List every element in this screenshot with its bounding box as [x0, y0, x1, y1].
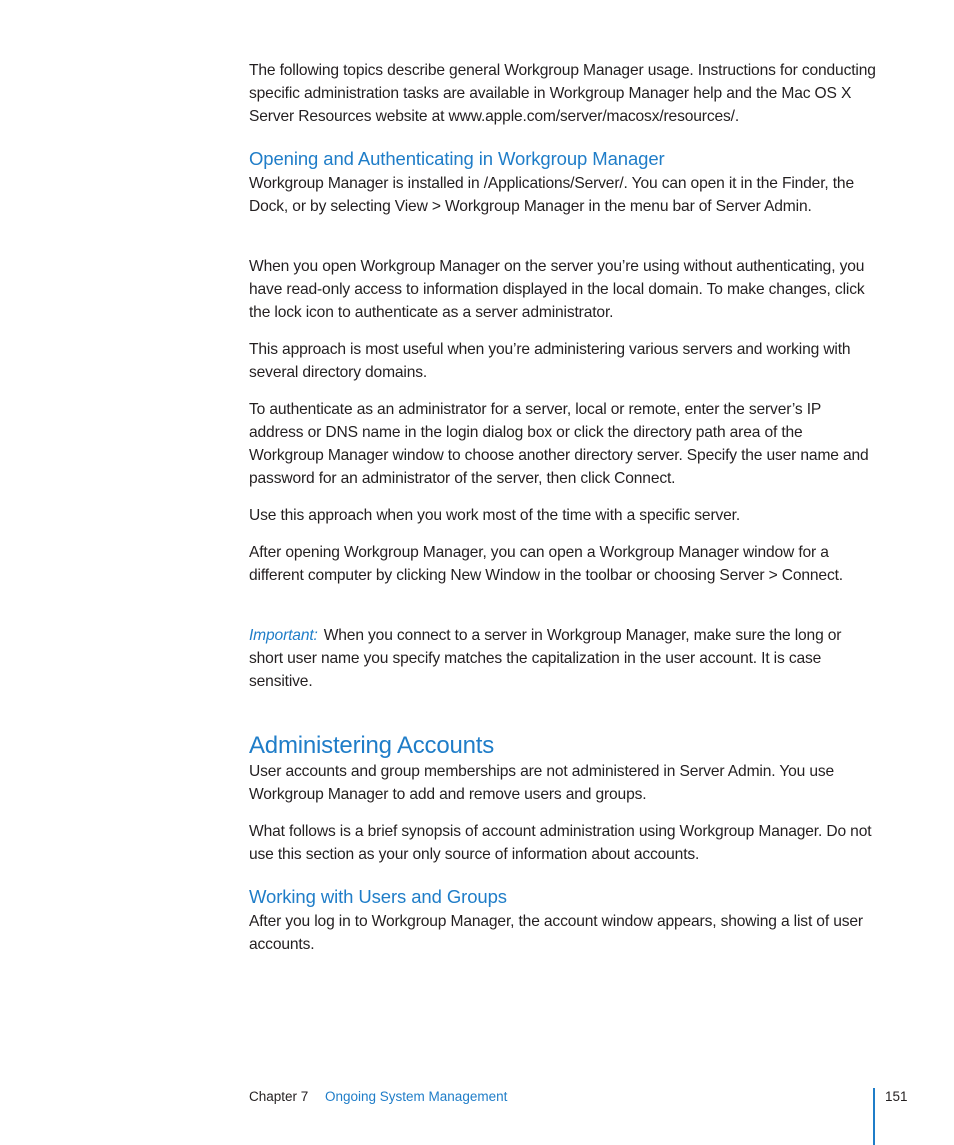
page-number: 151	[885, 1089, 908, 1104]
paragraph-account-window: After you log in to Workgroup Manager, the account window appears, showing a list of user accounts.	[249, 913, 863, 953]
footer-divider	[873, 1088, 875, 1145]
footer-chapter-title: Ongoing System Management	[325, 1089, 508, 1104]
section-heading-users-groups: Working with Users and Groups	[249, 886, 507, 907]
paragraph-approach: This approach is most useful when you’re administering various servers and working with several directory domains.	[249, 341, 851, 381]
important-label: Important:	[249, 627, 318, 644]
paragraph-specific-server: Use this approach when you work most of the time with a specific server.	[249, 507, 741, 524]
section-heading-administering: Administering Accounts	[249, 732, 495, 759]
important-note	[249, 624, 879, 693]
intro-paragraph: The following topics describe general Workgroup Manager usage. Instructions for conducting specific administration tasks are available in Workgroup Manager help and the Mac OS X Server Resources website at www.apple.com/server/macosx/resources/.	[249, 62, 876, 125]
paragraph-synopsis: What follows is a brief synopsis of account administration using Workgroup Manager. Do not use this section as your only source of information about accounts.	[249, 823, 872, 863]
important-text: When you connect to a server in Workgroup Manager, make sure the long or short user name you specify matches the capitalization in the user account. It is case sensitive.	[249, 627, 842, 690]
paragraph-installed: Workgroup Manager is installed in /Applications/Server/. You can open it in the Finder, the Dock, or by selecting View > Workgroup Manager in the menu bar of Server Admin.	[249, 175, 854, 215]
paragraph-accounts: User accounts and group memberships are not administered in Server Admin. You use Workgroup Manager to add and remove users and groups.	[249, 763, 835, 803]
paragraph-authenticate: To authenticate as an administrator for a server, local or remote, enter the server’s IP address or DNS name in the login dialog box or click the directory path area of the Workgroup Manager window to choose another directory server. Specify the user name and password for an administrator of the server, then click Connect.	[249, 401, 869, 487]
paragraph-read-only: When you open Workgroup Manager on the server you’re using without authenticating, you have read-only access to information displayed in the local domain. To make changes, click the lock icon to authenticate as a server administrator.	[249, 258, 865, 321]
footer-chapter: Chapter 7	[249, 1089, 309, 1104]
paragraph-new-window: After opening Workgroup Manager, you can open a Workgroup Manager window for a different computer by clicking New Window in the toolbar or choosing Server > Connect.	[249, 544, 843, 584]
section-heading-opening: Opening and Authenticating in Workgroup Manager	[249, 148, 665, 169]
